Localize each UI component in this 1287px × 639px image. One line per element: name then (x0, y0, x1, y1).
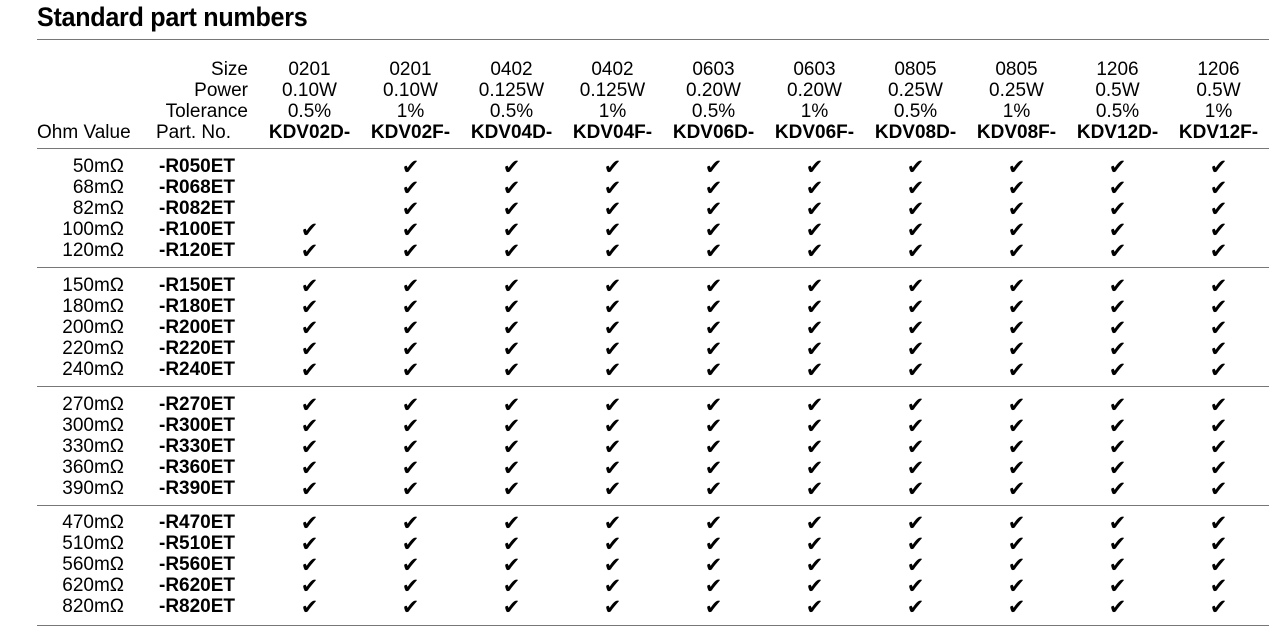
check-icon: ✔ (1007, 456, 1026, 480)
page-title: Standard part numbers (37, 2, 308, 32)
ohm-value: 820mΩ (62, 596, 124, 617)
check-icon: ✔ (1108, 176, 1127, 200)
check-icon: ✔ (1108, 218, 1127, 242)
ohm-value: 220mΩ (62, 338, 124, 359)
column-header (663, 59, 764, 143)
check-icon: ✔ (906, 316, 925, 340)
check-icon: ✔ (906, 274, 925, 298)
part-suffix: -R068ET (159, 177, 236, 198)
column-part: KDV08D- (874, 122, 957, 143)
check-icon: ✔ (1108, 511, 1127, 535)
check-icon: ✔ (704, 274, 723, 298)
check-icon: ✔ (704, 393, 723, 417)
title-divider (37, 39, 1269, 40)
ohm-value-header: Ohm Value (37, 122, 131, 143)
column-size: 0805 (894, 59, 937, 80)
ohm-value: 68mΩ (72, 177, 124, 198)
check-icon: ✔ (603, 574, 622, 598)
part-suffix: -R082ET (159, 198, 236, 219)
check-icon: ✔ (603, 393, 622, 417)
check-icon: ✔ (300, 358, 319, 382)
column-header (764, 59, 865, 143)
check-icon: ✔ (603, 595, 622, 619)
check-icon: ✔ (704, 337, 723, 361)
part-suffix: -R050ET (159, 156, 236, 177)
check-icon: ✔ (805, 316, 824, 340)
check-icon: ✔ (1007, 197, 1026, 221)
check-icon: ✔ (502, 393, 521, 417)
check-icon: ✔ (401, 176, 420, 200)
column-part: KDV06F- (774, 122, 855, 143)
group-divider (37, 625, 1269, 626)
check-icon: ✔ (1108, 553, 1127, 577)
check-icon: ✔ (906, 574, 925, 598)
column-size: 1206 (1197, 59, 1240, 80)
check-icon: ✔ (704, 176, 723, 200)
check-icon: ✔ (1108, 239, 1127, 263)
check-icon: ✔ (300, 477, 319, 501)
part-suffix: -R150ET (159, 275, 236, 296)
ohm-value: 390mΩ (62, 478, 124, 499)
column-tolerance: 1% (1002, 101, 1031, 122)
check-icon: ✔ (300, 295, 319, 319)
check-icon: ✔ (401, 595, 420, 619)
check-icon: ✔ (300, 337, 319, 361)
column-header (562, 59, 663, 143)
check-icon: ✔ (805, 358, 824, 382)
check-icon: ✔ (603, 435, 622, 459)
column-power: 0.20W (686, 80, 741, 101)
check-icon: ✔ (805, 414, 824, 438)
check-icon: ✔ (1007, 393, 1026, 417)
part-suffix: -R620ET (159, 575, 236, 596)
check-icon: ✔ (704, 574, 723, 598)
check-icon: ✔ (704, 155, 723, 179)
check-icon: ✔ (1209, 358, 1228, 382)
check-icon: ✔ (1007, 316, 1026, 340)
check-icon: ✔ (1209, 574, 1228, 598)
column-power: 0.5W (1196, 80, 1241, 101)
check-icon: ✔ (401, 511, 420, 535)
check-icon: ✔ (1209, 155, 1228, 179)
check-icon: ✔ (603, 532, 622, 556)
check-icon: ✔ (906, 456, 925, 480)
check-icon: ✔ (1108, 337, 1127, 361)
check-icon: ✔ (1007, 477, 1026, 501)
part-suffix: -R300ET (159, 415, 236, 436)
part-suffix: -R180ET (159, 296, 236, 317)
check-icon: ✔ (502, 176, 521, 200)
column-power: 0.25W (989, 80, 1044, 101)
check-icon: ✔ (1108, 477, 1127, 501)
column-tolerance: 0.5% (1095, 101, 1140, 122)
check-icon: ✔ (502, 435, 521, 459)
part-suffix: -R330ET (159, 436, 236, 457)
tolerance-label: Tolerance (165, 101, 248, 122)
check-icon: ✔ (1108, 414, 1127, 438)
check-icon: ✔ (502, 532, 521, 556)
check-icon: ✔ (300, 435, 319, 459)
column-part: KDV12F- (1178, 122, 1259, 143)
check-icon: ✔ (704, 511, 723, 535)
check-icon: ✔ (502, 574, 521, 598)
check-icon: ✔ (401, 414, 420, 438)
check-icon: ✔ (704, 218, 723, 242)
check-icon: ✔ (502, 316, 521, 340)
check-icon: ✔ (805, 511, 824, 535)
check-icon: ✔ (1007, 218, 1026, 242)
column-power: 0.10W (383, 80, 438, 101)
check-icon: ✔ (1108, 295, 1127, 319)
check-icon: ✔ (906, 595, 925, 619)
check-icon: ✔ (1209, 456, 1228, 480)
check-icon: ✔ (704, 532, 723, 556)
ohm-value: 330mΩ (62, 436, 124, 457)
check-icon: ✔ (1108, 393, 1127, 417)
ohm-value: 360mΩ (62, 457, 124, 478)
column-part: KDV12D- (1076, 122, 1159, 143)
ohm-value: 560mΩ (62, 554, 124, 575)
part-suffix: -R100ET (159, 219, 236, 240)
check-icon: ✔ (603, 456, 622, 480)
column-tolerance: 1% (1204, 101, 1233, 122)
check-icon: ✔ (906, 511, 925, 535)
check-icon: ✔ (401, 295, 420, 319)
column-size: 0603 (692, 59, 735, 80)
column-size: 0805 (995, 59, 1038, 80)
check-icon: ✔ (1007, 414, 1026, 438)
check-icon: ✔ (401, 553, 420, 577)
ohm-value: 150mΩ (62, 275, 124, 296)
column-power: 0.25W (888, 80, 943, 101)
check-icon: ✔ (300, 595, 319, 619)
check-icon: ✔ (603, 176, 622, 200)
check-icon: ✔ (401, 477, 420, 501)
check-icon: ✔ (401, 393, 420, 417)
check-icon: ✔ (1007, 532, 1026, 556)
check-icon: ✔ (704, 553, 723, 577)
check-icon: ✔ (603, 414, 622, 438)
check-icon: ✔ (906, 435, 925, 459)
check-icon: ✔ (502, 477, 521, 501)
check-icon: ✔ (704, 414, 723, 438)
check-icon: ✔ (401, 239, 420, 263)
check-icon: ✔ (704, 595, 723, 619)
check-icon: ✔ (300, 316, 319, 340)
check-icon: ✔ (906, 477, 925, 501)
check-icon: ✔ (906, 553, 925, 577)
check-icon: ✔ (603, 358, 622, 382)
check-icon: ✔ (805, 532, 824, 556)
check-icon: ✔ (1108, 274, 1127, 298)
part-suffix: -R360ET (159, 457, 236, 478)
check-icon: ✔ (502, 511, 521, 535)
column-size: 0201 (288, 59, 331, 80)
check-icon: ✔ (1209, 295, 1228, 319)
check-icon: ✔ (704, 358, 723, 382)
column-header (966, 59, 1067, 143)
ohm-value: 200mΩ (62, 317, 124, 338)
check-icon: ✔ (401, 574, 420, 598)
check-icon: ✔ (502, 218, 521, 242)
column-power: 0.10W (282, 80, 337, 101)
check-icon: ✔ (300, 218, 319, 242)
column-power: 0.125W (478, 80, 545, 101)
part-suffix: -R200ET (159, 317, 236, 338)
check-icon: ✔ (805, 435, 824, 459)
check-icon: ✔ (1108, 358, 1127, 382)
check-icon: ✔ (1007, 595, 1026, 619)
check-icon: ✔ (704, 456, 723, 480)
part-suffix: -R390ET (159, 478, 236, 499)
check-icon: ✔ (1209, 414, 1228, 438)
check-icon: ✔ (805, 274, 824, 298)
check-icon: ✔ (401, 155, 420, 179)
column-part: KDV02F- (370, 122, 451, 143)
check-icon: ✔ (1007, 358, 1026, 382)
check-icon: ✔ (603, 155, 622, 179)
check-icon: ✔ (1007, 435, 1026, 459)
check-icon: ✔ (1007, 337, 1026, 361)
check-icon: ✔ (704, 316, 723, 340)
check-icon: ✔ (300, 393, 319, 417)
column-size: 0402 (490, 59, 533, 80)
check-icon: ✔ (502, 337, 521, 361)
check-icon: ✔ (401, 358, 420, 382)
power-label: Power (194, 80, 248, 101)
check-icon: ✔ (502, 358, 521, 382)
check-icon: ✔ (1108, 316, 1127, 340)
column-tolerance: 1% (598, 101, 627, 122)
column-size: 1206 (1096, 59, 1139, 80)
check-icon: ✔ (1209, 393, 1228, 417)
ohm-value: 240mΩ (62, 359, 124, 380)
check-icon: ✔ (1108, 456, 1127, 480)
column-tolerance: 0.5% (287, 101, 332, 122)
column-part: KDV02D- (268, 122, 351, 143)
check-icon: ✔ (1209, 176, 1228, 200)
check-icon: ✔ (906, 358, 925, 382)
column-header (1168, 59, 1269, 143)
check-icon: ✔ (401, 337, 420, 361)
ohm-value: 620mΩ (62, 575, 124, 596)
check-icon: ✔ (906, 176, 925, 200)
check-icon: ✔ (906, 218, 925, 242)
check-icon: ✔ (300, 414, 319, 438)
check-icon: ✔ (1209, 435, 1228, 459)
check-icon: ✔ (805, 239, 824, 263)
check-icon: ✔ (300, 574, 319, 598)
check-icon: ✔ (704, 295, 723, 319)
check-icon: ✔ (603, 553, 622, 577)
part-suffix: -R560ET (159, 554, 236, 575)
check-icon: ✔ (1209, 511, 1228, 535)
check-icon: ✔ (805, 595, 824, 619)
column-size: 0603 (793, 59, 836, 80)
check-icon: ✔ (704, 239, 723, 263)
check-icon: ✔ (502, 456, 521, 480)
ohm-value: 270mΩ (62, 394, 124, 415)
check-icon: ✔ (805, 553, 824, 577)
check-icon: ✔ (401, 218, 420, 242)
check-icon: ✔ (1007, 239, 1026, 263)
check-icon: ✔ (502, 274, 521, 298)
check-icon: ✔ (603, 477, 622, 501)
ohm-value: 300mΩ (62, 415, 124, 436)
column-power: 0.125W (579, 80, 646, 101)
check-icon: ✔ (805, 456, 824, 480)
column-tolerance: 1% (396, 101, 425, 122)
check-icon: ✔ (1108, 595, 1127, 619)
check-icon: ✔ (805, 393, 824, 417)
check-icon: ✔ (1007, 511, 1026, 535)
column-header (360, 59, 461, 143)
check-icon: ✔ (300, 511, 319, 535)
check-icon: ✔ (1209, 274, 1228, 298)
check-icon: ✔ (1108, 435, 1127, 459)
check-icon: ✔ (603, 295, 622, 319)
part-suffix: -R820ET (159, 596, 236, 617)
check-icon: ✔ (300, 239, 319, 263)
ohm-value: 120mΩ (62, 240, 124, 261)
part-suffix: -R470ET (159, 512, 236, 533)
check-icon: ✔ (805, 155, 824, 179)
check-icon: ✔ (1209, 477, 1228, 501)
check-icon: ✔ (300, 456, 319, 480)
check-icon: ✔ (603, 337, 622, 361)
check-icon: ✔ (1209, 532, 1228, 556)
check-icon: ✔ (1007, 553, 1026, 577)
check-icon: ✔ (401, 435, 420, 459)
column-size: 0201 (389, 59, 432, 80)
ohm-value: 510mΩ (62, 533, 124, 554)
check-icon: ✔ (603, 218, 622, 242)
check-icon: ✔ (906, 414, 925, 438)
check-icon: ✔ (1007, 574, 1026, 598)
check-icon: ✔ (805, 477, 824, 501)
check-icon: ✔ (704, 435, 723, 459)
group-divider (37, 148, 1269, 149)
check-icon: ✔ (603, 239, 622, 263)
check-icon: ✔ (805, 295, 824, 319)
check-icon: ✔ (1007, 155, 1026, 179)
column-header (865, 59, 966, 143)
check-icon: ✔ (704, 197, 723, 221)
check-icon: ✔ (401, 274, 420, 298)
check-icon: ✔ (1007, 176, 1026, 200)
part-suffix: -R510ET (159, 533, 236, 554)
check-icon: ✔ (1209, 218, 1228, 242)
column-header (259, 59, 360, 143)
check-icon: ✔ (502, 197, 521, 221)
check-icon: ✔ (805, 197, 824, 221)
check-icon: ✔ (1007, 274, 1026, 298)
part-suffix: -R240ET (159, 359, 236, 380)
group-divider (37, 505, 1269, 506)
check-icon: ✔ (502, 155, 521, 179)
column-power: 0.5W (1095, 80, 1140, 101)
check-icon: ✔ (300, 274, 319, 298)
check-icon: ✔ (502, 595, 521, 619)
ohm-value: 100mΩ (62, 219, 124, 240)
check-icon: ✔ (603, 274, 622, 298)
check-icon: ✔ (1209, 595, 1228, 619)
size-label: Size (211, 59, 248, 80)
check-icon: ✔ (906, 295, 925, 319)
check-icon: ✔ (906, 393, 925, 417)
check-icon: ✔ (603, 511, 622, 535)
check-icon: ✔ (906, 337, 925, 361)
check-icon: ✔ (1108, 155, 1127, 179)
check-icon: ✔ (300, 553, 319, 577)
check-icon: ✔ (502, 414, 521, 438)
check-icon: ✔ (1209, 316, 1228, 340)
check-icon: ✔ (1209, 239, 1228, 263)
check-icon: ✔ (906, 239, 925, 263)
group-divider (37, 386, 1269, 387)
check-icon: ✔ (1209, 197, 1228, 221)
column-part: KDV06D- (672, 122, 755, 143)
check-icon: ✔ (1108, 197, 1127, 221)
check-icon: ✔ (502, 239, 521, 263)
part-suffix: -R220ET (159, 338, 236, 359)
check-icon: ✔ (1209, 553, 1228, 577)
check-icon: ✔ (603, 316, 622, 340)
column-header (1067, 59, 1168, 143)
check-icon: ✔ (1007, 295, 1026, 319)
column-part: KDV04F- (572, 122, 653, 143)
ohm-value: 180mΩ (62, 296, 124, 317)
column-power: 0.20W (787, 80, 842, 101)
check-icon: ✔ (300, 532, 319, 556)
column-part: KDV04D- (470, 122, 553, 143)
ohm-value: 50mΩ (72, 156, 124, 177)
check-icon: ✔ (906, 197, 925, 221)
column-tolerance: 0.5% (893, 101, 938, 122)
check-icon: ✔ (603, 197, 622, 221)
check-icon: ✔ (1108, 574, 1127, 598)
column-tolerance: 0.5% (691, 101, 736, 122)
check-icon: ✔ (906, 155, 925, 179)
check-icon: ✔ (704, 477, 723, 501)
check-icon: ✔ (502, 553, 521, 577)
check-icon: ✔ (805, 218, 824, 242)
column-part: KDV08F- (976, 122, 1057, 143)
check-icon: ✔ (401, 316, 420, 340)
part-suffix: -R120ET (159, 240, 236, 261)
part-no-header: Part. No. (156, 122, 231, 143)
check-icon: ✔ (401, 456, 420, 480)
column-tolerance: 0.5% (489, 101, 534, 122)
check-icon: ✔ (906, 532, 925, 556)
group-divider (37, 267, 1269, 268)
column-size: 0402 (591, 59, 634, 80)
check-icon: ✔ (401, 197, 420, 221)
part-suffix: -R270ET (159, 394, 236, 415)
check-icon: ✔ (805, 176, 824, 200)
check-icon: ✔ (502, 295, 521, 319)
check-icon: ✔ (1209, 337, 1228, 361)
ohm-value: 470mΩ (62, 512, 124, 533)
ohm-value: 82mΩ (72, 198, 124, 219)
column-header (461, 59, 562, 143)
column-tolerance: 1% (800, 101, 829, 122)
check-icon: ✔ (805, 337, 824, 361)
check-icon: ✔ (401, 532, 420, 556)
check-icon: ✔ (805, 574, 824, 598)
check-icon: ✔ (1108, 532, 1127, 556)
